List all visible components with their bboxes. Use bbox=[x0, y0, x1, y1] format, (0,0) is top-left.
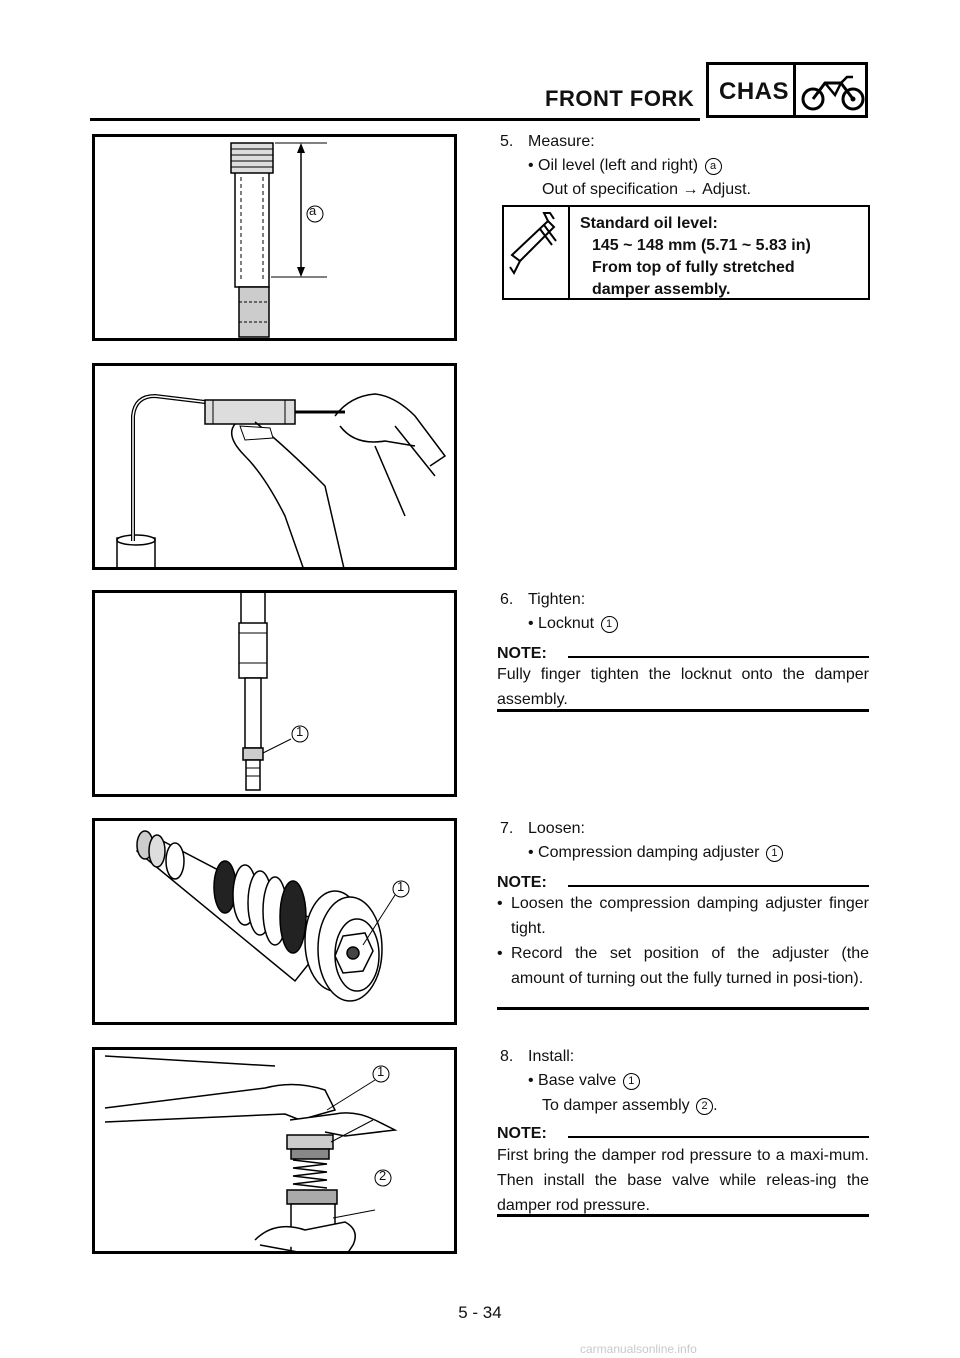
figure-oil-level bbox=[92, 134, 457, 341]
figure-locknut bbox=[92, 590, 457, 797]
step-7-note-bullet-1: • Loosen the compression damping adjuster finger tight. bbox=[497, 891, 869, 941]
step-8-note-text: First bring the damper rod pressure to a maxi-mum. Then install the base valve while releas-ing the damper rod pressure. bbox=[497, 1147, 869, 1214]
step-8-sub bbox=[542, 1094, 718, 1118]
chapter-badge bbox=[706, 62, 868, 118]
step-6-item: • Locknut 1 bbox=[528, 612, 618, 636]
spec-line-1: Standard oil level: bbox=[580, 215, 718, 232]
step-7-action: Loosen: bbox=[528, 820, 585, 837]
figure-label-1: 1 bbox=[296, 724, 304, 739]
step-8-note-label: NOTE: bbox=[497, 1125, 547, 1142]
step-7-note-bullet-1-text: Loosen the compression damping adjuster finger tight. bbox=[511, 895, 869, 937]
ref-a: a bbox=[705, 158, 722, 175]
step-7-item: • Compression damping adjuster 1 bbox=[528, 841, 783, 865]
spec-line-4: damper assembly. bbox=[592, 281, 731, 298]
caliper-icon bbox=[504, 207, 564, 298]
ref-1: 1 bbox=[766, 845, 783, 862]
ref-1: 1 bbox=[623, 1073, 640, 1090]
figure-base-valve bbox=[92, 1047, 457, 1254]
ref-2: 2 bbox=[696, 1098, 713, 1115]
step-6-action: Tighten: bbox=[528, 591, 586, 608]
ref-1: 1 bbox=[601, 616, 618, 633]
step-5-action: Measure: bbox=[528, 133, 595, 150]
section-title: FRONT FORK bbox=[545, 86, 695, 111]
step-7-note-rule bbox=[568, 885, 869, 887]
figure-label-2: 2 bbox=[379, 1168, 387, 1183]
step-6-number: 6. bbox=[500, 591, 514, 608]
step-7-item-label: Compression damping adjuster bbox=[538, 844, 760, 861]
step-5-title bbox=[500, 130, 595, 154]
spec-icon-cell bbox=[504, 207, 570, 298]
step-8-action: Install: bbox=[528, 1048, 575, 1065]
step-6-title bbox=[500, 588, 585, 612]
step-5-item: • Oil level (left and right) a bbox=[528, 154, 722, 178]
step-8-sub-end: . bbox=[713, 1097, 718, 1114]
step-6-note-text: Fully finger tighten the locknut onto the damper assembly. bbox=[497, 666, 869, 708]
step-7-note-bullet-2: • Record the set position of the adjuster (the amount of turning out the fully turned in posi-tion). bbox=[497, 941, 869, 991]
chapter-divider bbox=[793, 65, 796, 115]
header-rule bbox=[90, 118, 700, 121]
step-7-note-bullet-2-text: Record the set position of the adjuster (the amount of turning out the fully turned in posi-tion). bbox=[511, 945, 869, 987]
step-6-note-rule bbox=[568, 656, 869, 658]
step-8-title bbox=[500, 1045, 574, 1069]
step-5-item-label: Oil level (left and right) bbox=[538, 157, 699, 174]
step-6-note-end bbox=[497, 709, 869, 712]
step-8-note-rule bbox=[568, 1136, 869, 1138]
figure-label-1: 1 bbox=[397, 879, 405, 894]
step-7-note-label: NOTE: bbox=[497, 874, 547, 891]
step-8-item-label: Base valve bbox=[538, 1072, 617, 1089]
spec-text bbox=[580, 213, 811, 301]
figure-compression-adjuster bbox=[92, 818, 457, 1025]
figure-label-1: 1 bbox=[377, 1064, 385, 1079]
page-number: 5 - 34 bbox=[458, 1303, 502, 1322]
chapter-label: CHAS bbox=[719, 78, 790, 105]
step-8-item: • Base valve 1 bbox=[528, 1069, 640, 1093]
spec-line-2: 145 ~ 148 mm (5.71 ~ 5.83 in) bbox=[592, 237, 811, 254]
step-6-note-label: NOTE: bbox=[497, 645, 547, 662]
step-5-number: 5. bbox=[500, 133, 514, 150]
step-7-note-end bbox=[497, 1007, 869, 1010]
spec-line-3: From top of fully stretched bbox=[592, 259, 795, 276]
step-7-title bbox=[500, 817, 585, 841]
step-8-note-end bbox=[497, 1214, 869, 1217]
footer-url[interactable]: carmanualsonline.info bbox=[580, 1342, 697, 1356]
spec-box bbox=[502, 205, 870, 300]
figure-oil-syringe bbox=[92, 363, 457, 570]
step-8-number: 8. bbox=[500, 1048, 514, 1065]
step-6-item-label: Locknut bbox=[538, 615, 595, 632]
figure-label-a: a bbox=[309, 203, 317, 218]
step-8-sub-text: To damper assembly bbox=[542, 1097, 690, 1114]
motorcycle-icon bbox=[801, 73, 867, 113]
step-5-sub: Out of specification → Adjust. bbox=[542, 181, 751, 198]
step-7-number: 7. bbox=[500, 820, 514, 837]
